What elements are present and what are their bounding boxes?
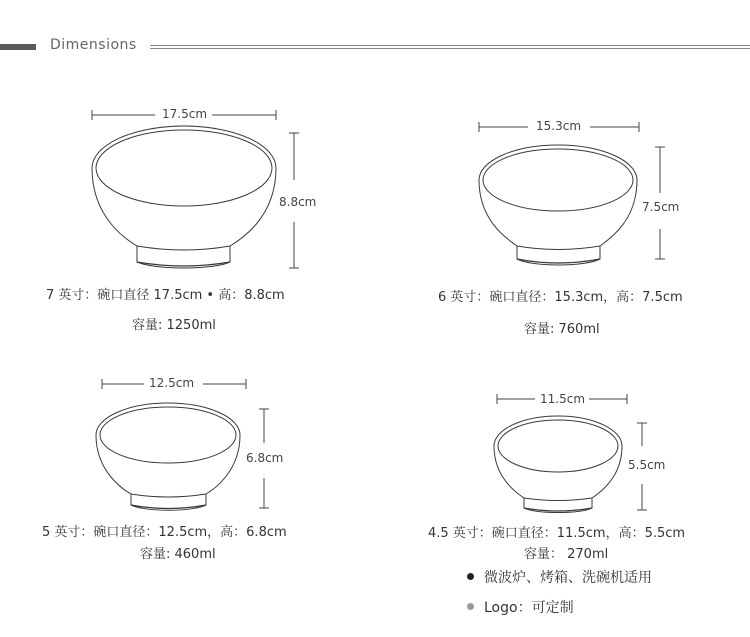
bowl-4-drawing	[494, 416, 622, 513]
feature-text: 微波炉、烤箱、洗碗机适用	[484, 570, 652, 586]
bowl-1-width-label: 17.5cm	[162, 107, 208, 121]
feature-text: Logo：可定制	[484, 600, 574, 616]
bowl-3-height-label: 6.8cm	[246, 451, 284, 465]
bowl-2-drawing	[479, 145, 637, 265]
feature-item	[467, 597, 574, 617]
bowl-4-height-label: 5.5cm	[628, 458, 666, 472]
bullet-icon	[467, 573, 474, 580]
bowl-2-height-label: 7.5cm	[642, 200, 680, 214]
section-title: Dimensions	[50, 37, 137, 53]
bullet-icon	[467, 603, 474, 610]
bowl-4-capacity: 容量： 270ml	[524, 547, 609, 562]
bowl-4-width-label: 11.5cm	[540, 392, 586, 406]
bowl-4-spec: 4.5 英寸：碗口直径：11.5cm，高：5.5cm	[428, 526, 686, 541]
feature-item	[467, 567, 652, 587]
bowl-3-spec: 5 英寸：碗口直径：12.5cm，高：6.8cm	[42, 525, 287, 540]
bowl-1-height-label: 8.8cm	[279, 195, 317, 209]
bowl-2-width-label: 15.3cm	[536, 119, 582, 133]
bowl-1-drawing	[92, 126, 276, 268]
bowl-1-capacity: 容量: 1250ml	[132, 318, 216, 333]
bowl-2-capacity: 容量: 760ml	[524, 322, 600, 337]
bowl-1-spec: 7 英寸：碗口直径 17.5cm • 高：8.8cm	[46, 288, 285, 303]
bowl-3-drawing	[96, 403, 240, 510]
bowl-2-spec: 6 英寸：碗口直径：15.3cm，高：7.5cm	[438, 290, 683, 305]
bowl-3-width-label: 12.5cm	[149, 376, 195, 390]
bowl-3-capacity: 容量: 460ml	[140, 547, 216, 562]
